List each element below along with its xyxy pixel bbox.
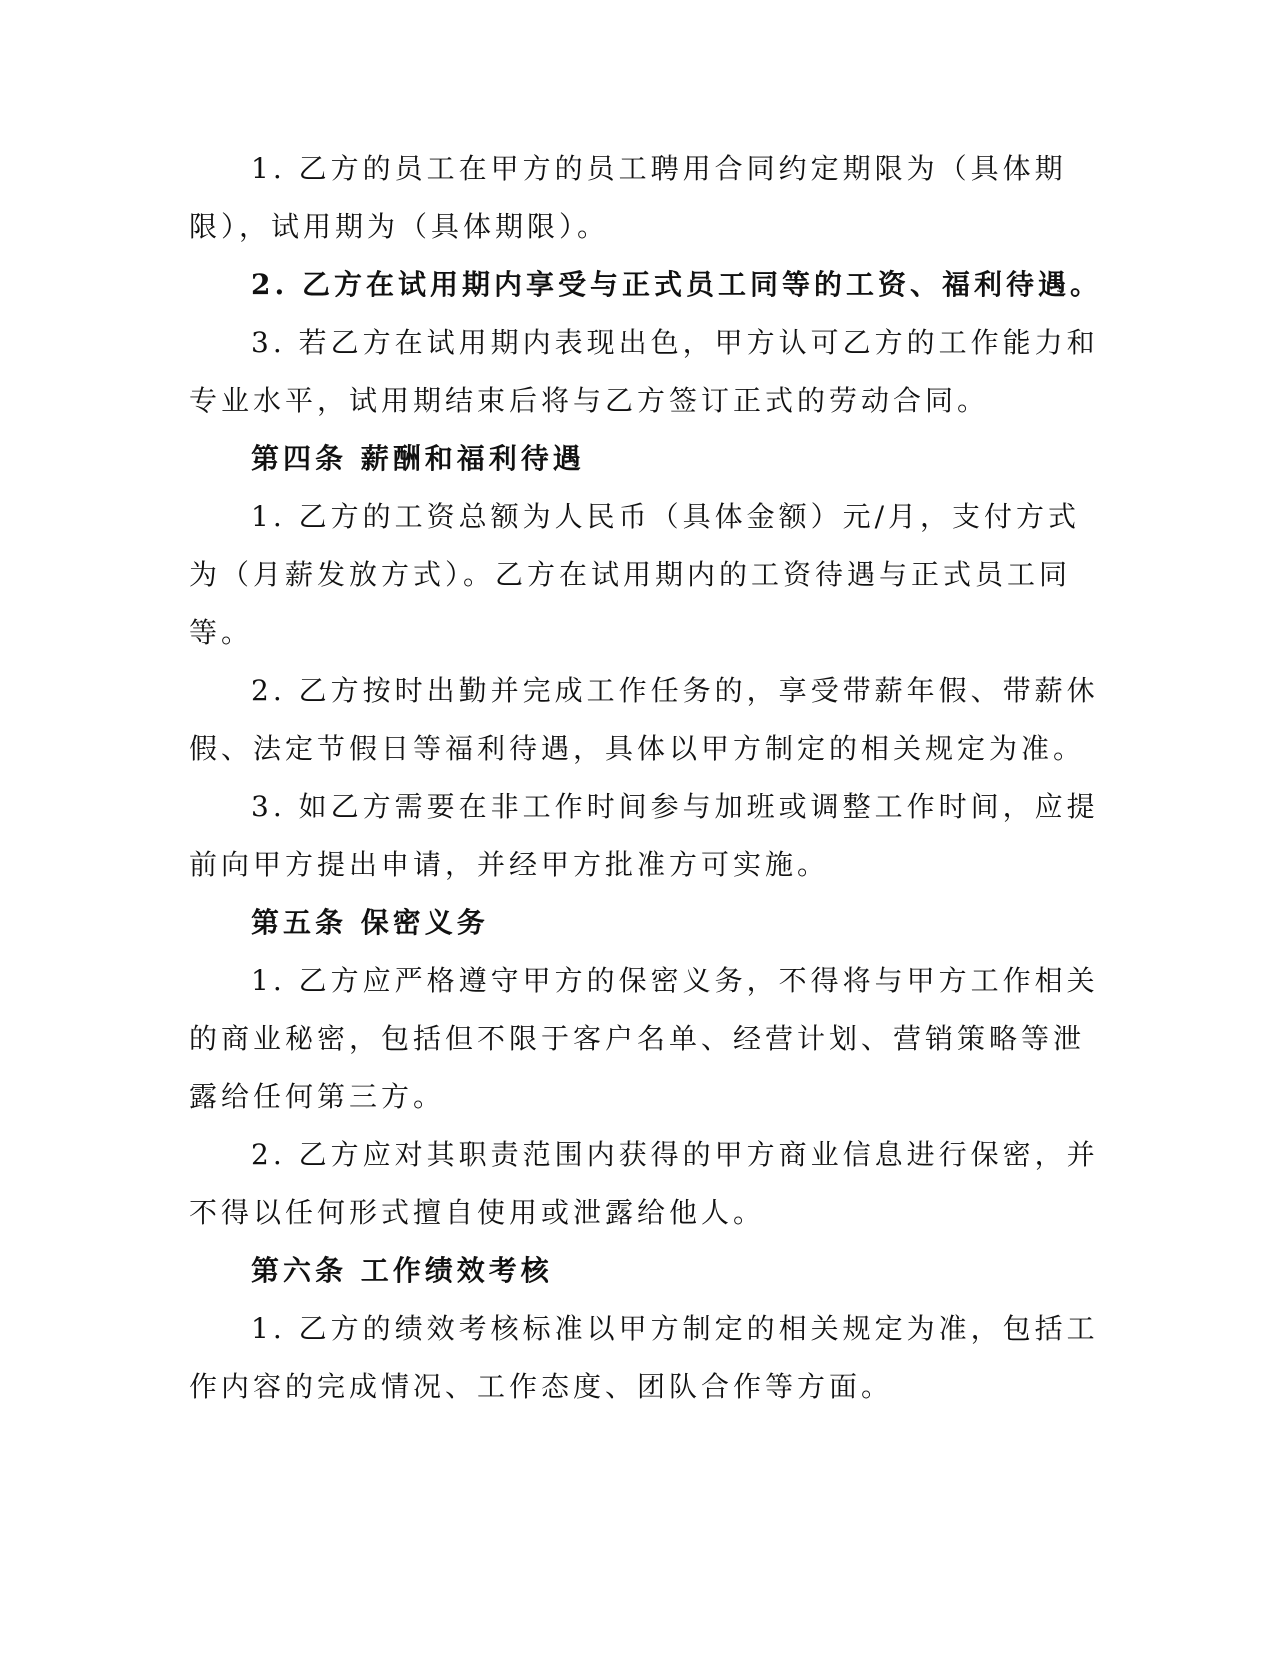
clause-4-item-1 xyxy=(189,488,1089,662)
text-line: 限），试用期为（具体期限）。 xyxy=(189,210,610,243)
text-line: 1. 乙方的工资总额为人民币（具体金额）元/月，支付方式 xyxy=(251,500,1081,533)
section-heading: 第五条 保密义务 xyxy=(251,906,489,939)
clause-4-item-2 xyxy=(189,662,1099,778)
clause-5-heading xyxy=(189,894,1089,952)
text-line: 为（月薪发放方式）。乙方在试用期内的工资待遇与正式员工同 xyxy=(189,558,1072,591)
text-line: 专业水平，试用期结束后将与乙方签订正式的劳动合同。 xyxy=(189,384,990,417)
text-line: 等。 xyxy=(189,616,254,649)
text-line: 3. 若乙方在试用期内表现出色，甲方认可乙方的工作能力和 xyxy=(251,326,1099,359)
text-line: 假、法定节假日等福利待遇，具体以甲方制定的相关规定为准。 xyxy=(189,732,1086,765)
clause-5-item-2 xyxy=(189,1126,1099,1242)
text-line: 2. 乙方应对其职责范围内获得的甲方商业信息进行保密，并 xyxy=(251,1138,1099,1171)
section-heading: 第六条 工作绩效考核 xyxy=(251,1254,553,1287)
text-line: 3. 如乙方需要在非工作时间参与加班或调整工作时间，应提 xyxy=(251,790,1099,823)
text-line: 的商业秘密，包括但不限于客户名单、经营计划、营销策略等泄 xyxy=(189,1022,1086,1055)
clause-3-item-2 xyxy=(189,256,1102,314)
text-line: 2. 乙方在试用期内享受与正式员工同等的工资、福利待遇。 xyxy=(251,268,1102,301)
section-heading: 第四条 薪酬和福利待遇 xyxy=(251,442,585,475)
clause-5-item-1 xyxy=(189,952,1099,1126)
text-line: 1. 乙方应严格遵守甲方的保密义务，不得将与甲方工作相关 xyxy=(251,964,1099,997)
clause-4-item-3 xyxy=(189,778,1099,894)
text-line: 作内容的完成情况、工作态度、团队合作等方面。 xyxy=(189,1370,894,1403)
text-line: 1. 乙方的绩效考核标准以甲方制定的相关规定为准，包括工 xyxy=(251,1312,1099,1345)
clause-4-heading xyxy=(189,430,1089,488)
text-line: 露给任何第三方。 xyxy=(189,1080,446,1113)
clause-6-heading xyxy=(189,1242,1089,1300)
text-line: 1. 乙方的员工在甲方的员工聘用合同约定期限为（具体期 xyxy=(251,152,1067,185)
clause-3-item-3 xyxy=(189,314,1099,430)
document-body xyxy=(189,140,1102,1416)
clause-3-item-1 xyxy=(189,140,1089,256)
clause-6-item-1 xyxy=(189,1300,1099,1416)
text-line: 不得以任何形式擅自使用或泄露给他人。 xyxy=(189,1196,766,1229)
text-line: 前向甲方提出申请，并经甲方批准方可实施。 xyxy=(189,848,830,881)
text-line: 2. 乙方按时出勤并完成工作任务的，享受带薪年假、带薪休 xyxy=(251,674,1099,707)
